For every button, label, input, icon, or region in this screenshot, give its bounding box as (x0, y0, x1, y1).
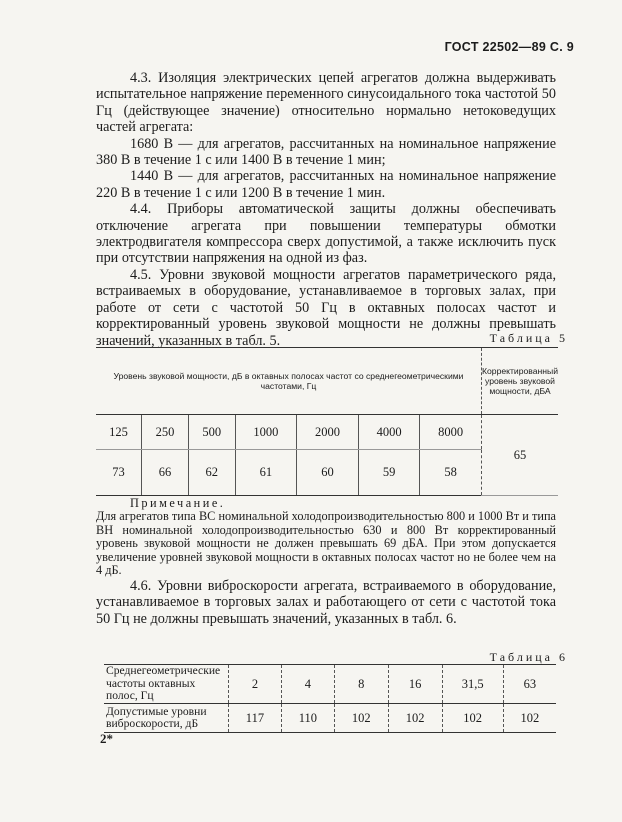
table-5 (96, 347, 558, 496)
paragraph-4-3-a: 1680 В — для агрегатов, рассчитанных на номинальное напряжение 380 В в течение 1 с или 1400 В в течение 1 мин; (96, 135, 556, 169)
table-5-freq-cell: 1000 (235, 415, 297, 450)
table-6-vibration-cell: 102 (334, 704, 388, 733)
table-5-caption: Таблица 5 (489, 331, 568, 345)
table-5-level-cell: 60 (297, 450, 359, 496)
table-5-level-cell: 61 (235, 450, 297, 496)
table-5-level-cell: 66 (142, 450, 189, 496)
table-6-row-label-vibration: Допустимые уровни виброскорости, дБ (104, 704, 229, 733)
table-6-vibration-cell: 102 (442, 704, 503, 733)
paragraph-4-3-b: 1440 В — для агрегатов, рассчитанных на номинальное напряжение 220 В в течение 1 с или 1200 В в течение 1 мин. (96, 168, 556, 201)
table-6-freq-cell: 4 (281, 665, 334, 704)
table-5-level-cell: 62 (188, 450, 235, 496)
table-6-freq-cell: 63 (503, 665, 556, 704)
table-5-level-cell: 59 (358, 450, 420, 496)
page-header: ГОСТ 22502—89 С. 9 (444, 40, 574, 54)
table-6-vibration-cell: 102 (388, 704, 442, 733)
table-6-freq-cell: 31,5 (442, 665, 503, 704)
table-6-freq-cell: 8 (334, 665, 388, 704)
table-5-freq-cell: 125 (96, 415, 142, 450)
table-6-caption: Таблица 6 (489, 650, 568, 664)
table-5-freq-cell: 500 (188, 415, 235, 450)
table-6-vibration-cell: 102 (503, 704, 556, 733)
body-text (96, 70, 556, 349)
table-5-level-cell: 73 (96, 450, 142, 496)
table-6-freq-cell: 16 (388, 665, 442, 704)
table-5-freq-cell: 8000 (420, 415, 482, 450)
paragraph-4-6-block (96, 578, 556, 627)
table-6-freq-cell: 2 (229, 665, 282, 704)
note-block (96, 497, 556, 577)
table-6 (104, 664, 556, 733)
table-5-corrected-value: 65 (482, 415, 559, 496)
table-6-row-label-frequencies: Среднегеометрические частоты октавных полос, Гц (104, 665, 229, 704)
table-5-freq-cell: 250 (142, 415, 189, 450)
table-6-vibration-cell: 110 (281, 704, 334, 733)
table-5-level-cell: 58 (420, 450, 482, 496)
paragraph-4-5: 4.5. Уровни звуковой мощности агрегатов параметрического ряда, встраиваемых в оборудование, устанавливаемое в торговых залах, при работе от сети с частотой 50 Гц в октавных полосах частот и корректированный уровень звуковой мощности не должны превышать значений, указанных в табл. 5. (96, 266, 556, 349)
paragraph-4-3: 4.3. Изоляция электрических цепей агрегатов должна выдерживать испытательное напряжение переменного синусоидального тока частотой 50 Гц (действующее значение) относительно нормально нетоковедущих частей агрегата: (96, 70, 556, 136)
table-5-freq-cell: 4000 (358, 415, 420, 450)
note-title: Примечание. (130, 496, 226, 510)
table-5-freq-cell: 2000 (297, 415, 359, 450)
paragraph-4-6: 4.6. Уровни виброскорости агрегата, встраиваемого в оборудование, устанавливаемое в торговых залах и работающего от сети с частотой тока 50 Гц не должны превышать значений, указанных в табл. 6. (96, 578, 556, 627)
paragraph-4-4: 4.4. Приборы автоматической защиты должны обеспечивать отключение агрегата при повышении температуры обмотки электродвигателя компрессора сверх допустимой, а также исключить пуск при отсутствии напряжения на одной из фаз. (96, 201, 556, 267)
table-6-vibration-cell: 117 (229, 704, 282, 733)
page-number: 2* (100, 731, 113, 746)
note-text: Для агрегатов типа ВС номинальной холодопроизводительностью 800 и 1000 Вт и типа ВН номинальной холодопроизводительностью 630 и 800 Вт корректированный уровень звуковой мощности не должен превышать 69 дБА. При этом допускается увеличение уровней звуковой мощности в октавных полосах частот но не более чем на 4 дБ. (96, 509, 556, 578)
table-5-header-levels: Уровень звуковой мощности, дБ в октавных полосах частот со среднегеометрическими частотами, Гц (96, 348, 482, 415)
table-5-header-corrected: Корректированный уровень звуковой мощности, дБА (482, 348, 559, 415)
